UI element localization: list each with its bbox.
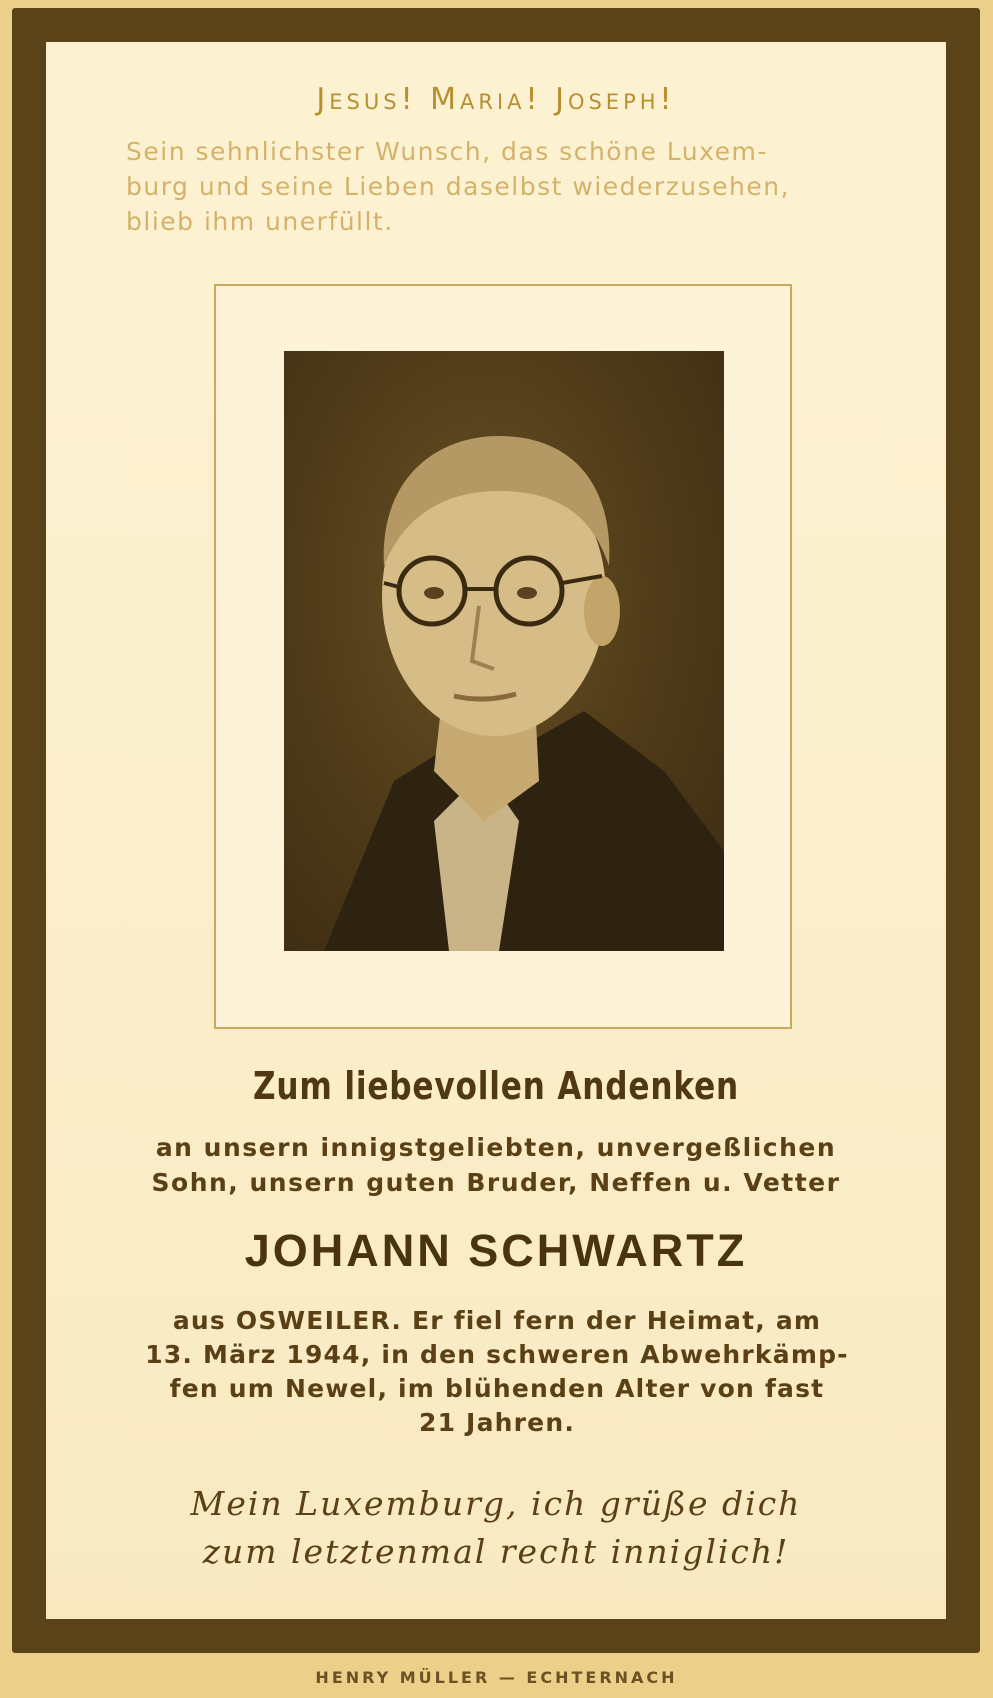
deceased-name: JOHANN SCHWARTZ [244, 1225, 748, 1276]
detail-line: 21 Jahren. [418, 1408, 576, 1437]
intro-line: Sohn, unsern guten Bruder, Neffen u. Vetter [151, 1168, 841, 1197]
details-text [112, 1304, 882, 1440]
quote-line: zum letztenmal recht inniglich! [202, 1532, 790, 1571]
memorial-title: Zum liebevollen Andenken [252, 1064, 740, 1108]
detail-line: fen um Newel, im blühenden Alter von fast [169, 1374, 825, 1403]
farewell-quote [106, 1480, 886, 1576]
wish-line: Sein sehnlichster Wunsch, das schöne Luxem- [126, 137, 768, 166]
wish-line: blieb ihm unerfüllt. [126, 207, 394, 236]
intro-line: an unsern innigstgeliebten, unvergeßlichen [155, 1133, 837, 1162]
photo-frame [214, 284, 792, 1029]
detail-line: aus OSWEILER. Er fiel fern der Heimat, am [172, 1306, 822, 1335]
wish-text [126, 134, 876, 239]
portrait-photo [284, 351, 724, 951]
card-inner [46, 42, 946, 1619]
quote-line: Mein Luxemburg, ich grüße dich [190, 1484, 802, 1523]
intro-text [106, 1130, 886, 1200]
printer-imprint: HENRY MÜLLER — ECHTERNACH [315, 1668, 678, 1687]
invocation-header: Jesus! Maria! Joseph! [316, 82, 676, 117]
detail-line: 13. März 1944, in den schweren Abwehrkämp- [145, 1340, 849, 1369]
portrait-illustration [284, 351, 724, 951]
wish-line: burg und seine Lieben daselbst wiederzusehen, [126, 172, 791, 201]
